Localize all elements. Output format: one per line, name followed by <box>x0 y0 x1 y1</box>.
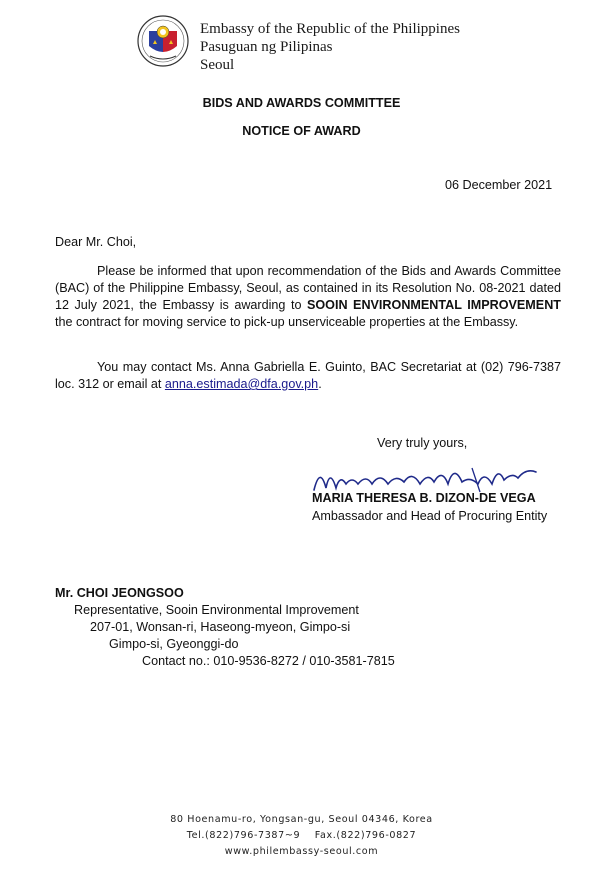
footer-address: 80 Hoenamu-ro, Yongsan-gu, Seoul 04346, Korea <box>170 814 433 825</box>
recipient-address-1: 207-01, Wonsan-ri, Haseong-myeon, Gimpo-si <box>90 620 351 634</box>
paragraph-1 <box>55 263 561 331</box>
philippine-seal-icon <box>136 14 190 68</box>
paragraph-1-text: Please be informed that upon recommendation of the Bids and Awards Committee (BAC) of the Philippine Embassy, Seoul, as contained in its Resolution No. 08-2021 dated 12 July 2021, the Embassy is awarding to <box>55 264 561 312</box>
paragraph-1-text-end: the contract for moving service to pick-up unserviceable properties at the Embassy. <box>55 315 519 329</box>
letterhead <box>200 20 460 74</box>
recipient-address-2: Gimpo-si, Gyeonggi-do <box>109 637 239 651</box>
paragraph-2-text-end: . <box>318 377 322 391</box>
email-link[interactable]: anna.estimada@dfa.gov.ph <box>164 377 319 391</box>
salutation: Dear Mr. Choi, <box>55 235 137 249</box>
paragraph-2 <box>55 359 561 393</box>
letter-date: 06 December 2021 <box>445 178 553 192</box>
signatory-title: Ambassador and Head of Procuring Entity <box>312 509 548 523</box>
recipient-contact: Contact no.: 010-9536-8272 / 010-3581-7815 <box>142 654 395 668</box>
notice-title: NOTICE OF AWARD <box>242 124 361 138</box>
signatory-name: MARIA THERESA B. DIZON-DE VEGA <box>312 491 536 505</box>
closing: Very truly yours, <box>377 436 468 450</box>
footer-website: www.philembassy-seoul.com <box>224 846 379 857</box>
paragraph-2-text: You may contact Ms. Anna Gabriella E. Guinto, BAC Secretariat at (02) 796-7387 loc. 312 or email at <box>55 360 561 391</box>
recipient-name: Mr. CHOI JEONGSOO <box>55 586 184 600</box>
footer <box>0 812 603 860</box>
awardee-name: SOOIN ENVIRONMENTAL IMPROVEMENT <box>306 298 561 312</box>
committee-heading: BIDS AND AWARDS COMMITTEE <box>202 96 401 110</box>
letterhead-line-3: Seoul <box>200 57 235 73</box>
letterhead-line-1: Embassy of the Republic of the Philippines <box>200 21 460 37</box>
letterhead-line-2: Pasuguan ng Pilipinas <box>200 39 333 55</box>
footer-phone: Tel.(822)796-7387~9 Fax.(822)796-0827 <box>186 830 417 841</box>
recipient-position: Representative, Sooin Environmental Improvement <box>74 603 359 617</box>
